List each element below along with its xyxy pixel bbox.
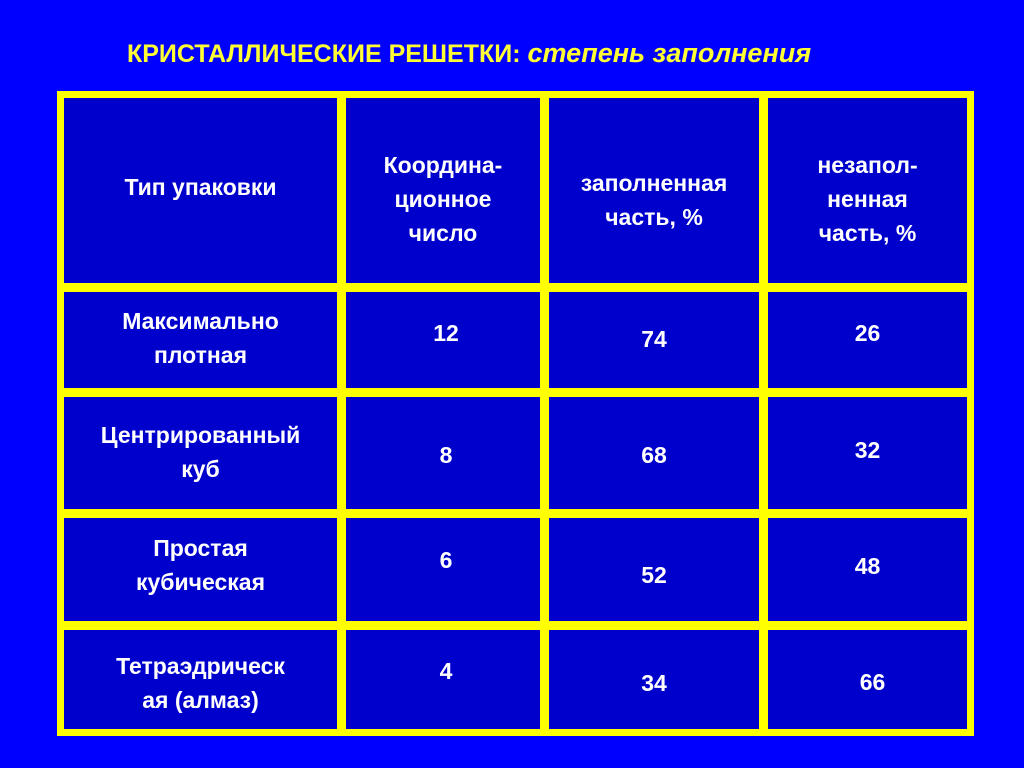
header-cell-unfilled-part xyxy=(768,98,967,283)
packing-type-label: Простая кубическая xyxy=(135,535,265,595)
table-row-3-coordination xyxy=(346,518,540,621)
coordination-value: 12 xyxy=(433,320,459,346)
header-label: заполненная часть, % xyxy=(580,170,728,230)
coordination-value: 8 xyxy=(439,442,453,468)
table-row-2-type xyxy=(64,397,337,509)
filled-value: 52 xyxy=(641,562,667,588)
packing-type-label: Центрированный куб xyxy=(100,422,301,482)
table-row-1-type xyxy=(64,292,337,388)
filled-value: 68 xyxy=(641,442,667,468)
slide-title-sub: степень заполнения xyxy=(527,38,812,68)
table-row-4-unfilled xyxy=(768,630,967,729)
table-row-4-type xyxy=(64,630,337,729)
table-row-3-filled xyxy=(549,518,759,621)
packing-type-label: Тетраэдрическ ая (алмаз) xyxy=(116,653,285,713)
header-cell-packing-type xyxy=(64,98,337,283)
table-row-4-coordination xyxy=(346,630,540,729)
table-row-3-unfilled xyxy=(768,518,967,621)
unfilled-value: 66 xyxy=(859,669,886,695)
slide-title-main: КРИСТАЛЛИЧЕСКИЕ РЕШЕТКИ: xyxy=(127,40,528,68)
coordination-value: 4 xyxy=(439,658,453,684)
table-row-1-unfilled xyxy=(768,292,967,388)
table-row-2-coordination xyxy=(346,397,540,509)
table-row-4-filled xyxy=(549,630,759,729)
header-label: незапол- ненная часть, % xyxy=(817,152,918,246)
packing-table xyxy=(57,91,974,736)
filled-value: 34 xyxy=(641,670,667,696)
header-label: Координа- ционное число xyxy=(383,152,503,246)
table-row-2-unfilled xyxy=(768,397,967,509)
table-row-3-type xyxy=(64,518,337,621)
table-row-1-filled xyxy=(549,292,759,388)
slide-title xyxy=(127,38,811,69)
filled-value: 74 xyxy=(641,326,667,352)
table-row-1-coordination xyxy=(346,292,540,388)
table-row-2-filled xyxy=(549,397,759,509)
packing-type-label: Максимально плотная xyxy=(122,308,279,368)
header-cell-filled-part xyxy=(549,98,759,283)
unfilled-value: 32 xyxy=(854,437,881,463)
header-cell-coordination-number xyxy=(346,98,540,283)
header-label: Тип упаковки xyxy=(124,174,277,200)
coordination-value: 6 xyxy=(439,547,453,573)
unfilled-value: 48 xyxy=(854,553,881,579)
unfilled-value: 26 xyxy=(854,320,881,346)
